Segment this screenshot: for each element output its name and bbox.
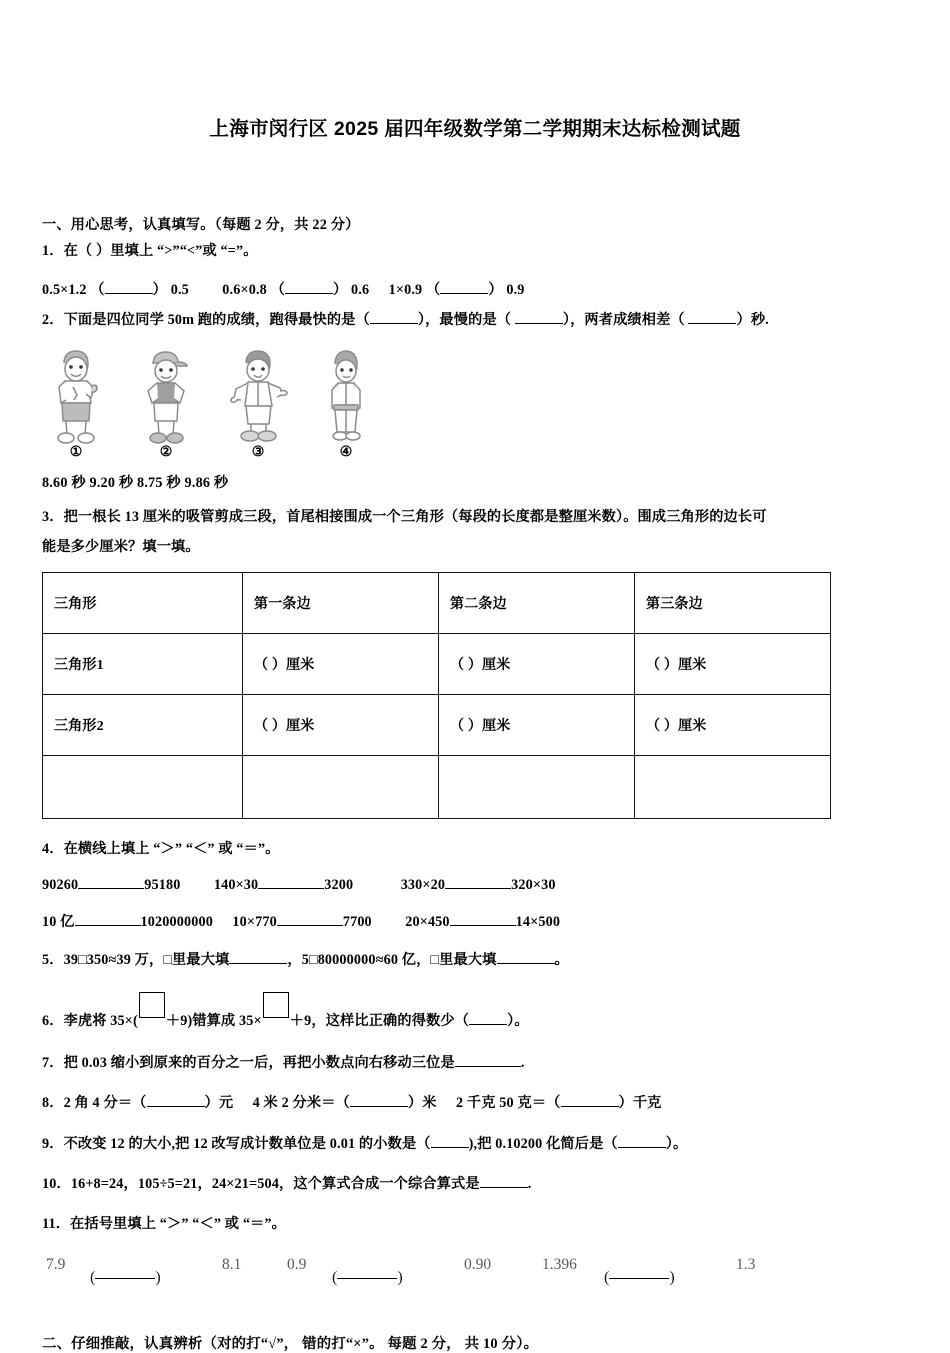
page-title: 上海市闵行区 2025 届四年级数学第二学期期末达标检测试题: [209, 118, 741, 140]
q10-text-1: 10．16+8=24，105÷5=21，24×21=504，这个算式合成一个综合算式是: [42, 1175, 480, 1192]
q2-text-d: ）秒.: [736, 312, 769, 329]
boy-gesturing-icon: [222, 347, 294, 445]
q4-blank-6[interactable]: [450, 925, 516, 926]
q11-paren-3[interactable]: ( ): [604, 1268, 675, 1286]
q8-blank-3[interactable]: [561, 1106, 619, 1107]
section-1-heading: 一、用心思考，认真填写。（每题 2 分，共 22 分）: [42, 217, 360, 234]
q4-r1-left-1: 90260: [42, 877, 79, 894]
question-2-figures: [42, 342, 912, 460]
table-header-row: [43, 573, 831, 634]
question-2-prompt: [42, 310, 912, 331]
table-cell-r1-c1[interactable]: （ ）厘米: [243, 695, 439, 756]
table-cell-r0-c3[interactable]: （ ）厘米: [635, 634, 831, 695]
q1-expr-2-right: 0.6: [351, 282, 370, 299]
q11-value-2-right: 0.90: [464, 1255, 492, 1273]
q1-expr-1-right: 0.5: [170, 282, 189, 299]
table-cell-r0-c2[interactable]: （ ）厘米: [439, 634, 635, 695]
figure-3: [222, 347, 294, 460]
q11-paren-2[interactable]: ( ): [332, 1268, 403, 1286]
q4-r1-left-3: 330×20: [400, 877, 446, 894]
q4-r1-right-1: 95180: [144, 877, 181, 894]
q2-text-b: ），最慢的是（: [417, 312, 512, 329]
q1-blank-3[interactable]: [440, 293, 488, 294]
q1-blank-1[interactable]: [105, 293, 153, 294]
q5-text-3: 。: [554, 952, 569, 969]
q9-text-2: ),把 0.10200 化简后是（: [468, 1135, 618, 1152]
q7-text-1: 7．把 0.03 缩小到原来的百分之一后，再把小数点向右移动三位是: [42, 1055, 455, 1072]
q8-left-1: 8．2 角 4 分＝（: [42, 1095, 147, 1112]
q4-r2-left-1: 10 亿: [42, 914, 75, 931]
q8-right-2: ）米: [407, 1095, 437, 1112]
q5-blank-1[interactable]: [229, 963, 287, 964]
q10-blank-1[interactable]: [480, 1187, 528, 1188]
exam-body: [0, 215, 950, 1352]
figure-1: [44, 347, 108, 460]
q8-right-1: ）元: [204, 1095, 234, 1112]
q6-text-1: 6．李虎将 35×(: [42, 1012, 138, 1029]
question-10-prompt: [42, 1174, 912, 1195]
q4-r1-right-2: 3200: [324, 877, 354, 894]
section-2-heading: 二、仔细推敲，认真辨析（对的打“√”， 错的打“×”。 每题 2 分， 共 10 分）。: [42, 1335, 539, 1352]
table-header-cell-1: 第一条边: [243, 573, 439, 634]
boy-with-cap-hands-on-hips-icon: [134, 347, 198, 445]
q8-left-3: 2 千克 50 克＝（: [455, 1095, 561, 1112]
question-9-prompt: [42, 1134, 912, 1155]
q1-expr-3-right: 0.9: [506, 282, 525, 299]
q1-expr-1-left: 0.5×1.2: [42, 282, 87, 299]
question-3-prompt-line1: 3．把一根长 13 厘米的吸管剪成三段，首尾相接围成一个三角形（每段的长度都是整厘米数）。围成三角形的边长可: [42, 508, 767, 525]
q5-text-1: 5．39□350≈39 万，□里最大填: [42, 952, 230, 969]
q4-blank-3[interactable]: [445, 888, 511, 889]
q1-blank-2[interactable]: [285, 293, 333, 294]
table-cell-r1-c3[interactable]: （ ）厘米: [635, 695, 831, 756]
q9-text-3: ）。: [665, 1135, 688, 1152]
q4-r2-left-2: 10×770: [232, 914, 277, 931]
figure-2-caption: ②: [159, 444, 173, 460]
table-header-cell-0: 三角形: [43, 573, 243, 634]
q4-r1-right-3: 320×30: [511, 877, 556, 894]
question-3-prompt-line2: 能是多少厘米？填一填。: [42, 538, 200, 555]
table-cell-r1-c0: 三角形2: [43, 695, 243, 756]
q4-r2-right-2: 7700: [342, 914, 372, 931]
q4-blank-2[interactable]: [258, 888, 324, 889]
q6-blank-1[interactable]: [469, 1024, 507, 1025]
q11-value-2-left: 0.9: [287, 1255, 307, 1273]
q1-expr-3-left: 1×0.9: [388, 282, 423, 299]
q6-text-4: ）。: [507, 1012, 529, 1029]
q5-text-2: ，5□80000000≈60 亿，□里最大填: [287, 952, 497, 969]
q6-text-3: ＋9，这样比正确的得数少（: [289, 1012, 470, 1029]
q6-box-2[interactable]: [263, 992, 289, 1018]
table-row: [43, 695, 831, 756]
question-2-scores: 8.60 秒 9.20 秒 8.75 秒 9.86 秒: [42, 474, 229, 491]
q4-blank-4[interactable]: [75, 925, 141, 926]
q2-text-c: ），两者成绩相差（: [562, 312, 685, 329]
figure-3-caption: ③: [251, 444, 265, 460]
table-header-cell-3: 第三条边: [635, 573, 831, 634]
table-row: [43, 634, 831, 695]
question-4-prompt: 4．在横线上填上 “＞” “＜” 或 “＝”。: [42, 841, 280, 858]
q10-text-2: .: [527, 1175, 532, 1192]
table-header-cell-2: 第二条边: [439, 573, 635, 634]
q8-left-2: 4 米 2 分米＝（: [252, 1095, 350, 1112]
figure-2: [134, 347, 198, 460]
q11-blank-2[interactable]: [337, 1278, 397, 1279]
q11-paren-1[interactable]: ( ): [90, 1268, 161, 1286]
q11-blank-3[interactable]: [609, 1278, 669, 1279]
question-4-row-2: [42, 911, 912, 931]
q7-blank-1[interactable]: [455, 1066, 521, 1067]
triangle-table: [42, 572, 831, 819]
q8-blank-2[interactable]: [350, 1106, 408, 1107]
table-cell-r0-c1[interactable]: （ ）厘米: [243, 634, 439, 695]
q9-blank-1[interactable]: [431, 1147, 469, 1148]
q2-text-a: 2．下面是四位同学 50m 跑的成绩，跑得最快的是（: [42, 312, 370, 329]
table-cell-r2-c2[interactable]: [439, 756, 635, 819]
boy-standing-jacket-icon: [314, 347, 378, 445]
question-11-comparisons: [42, 1256, 912, 1296]
q2-blank-fastest[interactable]: [370, 323, 418, 324]
table-cell-r1-c2[interactable]: （ ）厘米: [439, 695, 635, 756]
q1-expr-2-left: 0.6×0.8: [222, 282, 267, 299]
table-cell-r2-c1[interactable]: [243, 756, 439, 819]
q4-r2-right-3: 14×500: [515, 914, 561, 931]
figure-1-caption: ①: [69, 444, 83, 460]
question-8-prompt: [42, 1093, 912, 1114]
q8-blank-1[interactable]: [147, 1106, 205, 1107]
q11-value-1-left: 7.9: [46, 1255, 66, 1273]
table-cell-r2-c0[interactable]: [43, 756, 243, 819]
q9-text-1: 9．不改变 12 的大小,把 12 改写成计数单位是 0.01 的小数是（: [42, 1135, 431, 1152]
question-11-prompt: 11．在括号里填上 “＞” “＜” 或 “＝”。: [42, 1216, 287, 1233]
question-4-row-1: [42, 877, 912, 894]
boy-thumbs-up-icon: [44, 347, 108, 445]
q4-r2-left-3: 20×450: [405, 914, 450, 931]
q4-blank-1[interactable]: [78, 888, 144, 889]
table-cell-r0-c0: 三角形1: [43, 634, 243, 695]
q11-value-1-right: 8.1: [222, 1255, 242, 1273]
question-1-expressions: 0.5×1.2 （ ） 0.5 0.6×0.8 （ ） 0.6 1×0.9 （ ） 0.9: [42, 282, 525, 299]
q7-text-2: .: [520, 1055, 525, 1072]
figure-4-caption: ④: [339, 444, 353, 460]
q4-blank-5[interactable]: [277, 925, 343, 926]
q9-blank-2[interactable]: [618, 1147, 666, 1148]
q4-r1-left-2: 140×30: [213, 877, 259, 894]
q8-right-3: ）千克: [618, 1095, 662, 1112]
q2-blank-slowest[interactable]: [515, 323, 563, 324]
question-6-prompt: [42, 992, 912, 1032]
q6-box-1[interactable]: [139, 992, 165, 1018]
q6-text-2: ＋9)错算成 35×: [165, 1012, 262, 1029]
figure-4: [314, 347, 378, 460]
q5-blank-2[interactable]: [497, 963, 555, 964]
q11-blank-1[interactable]: [95, 1278, 155, 1279]
table-cell-r2-c3[interactable]: [635, 756, 831, 819]
table-row: [43, 756, 831, 819]
q4-r2-right-1: 1020000000: [140, 914, 213, 931]
question-1-prompt: 1．在（ ）里填上 “>”“<”或 “=”。: [42, 242, 258, 259]
question-5-prompt: [42, 950, 912, 971]
q11-value-3-right: 1.3: [736, 1255, 756, 1273]
q11-value-3-left: 1.396: [542, 1255, 577, 1273]
q2-blank-diff[interactable]: [688, 323, 736, 324]
question-7-prompt: [42, 1053, 912, 1074]
